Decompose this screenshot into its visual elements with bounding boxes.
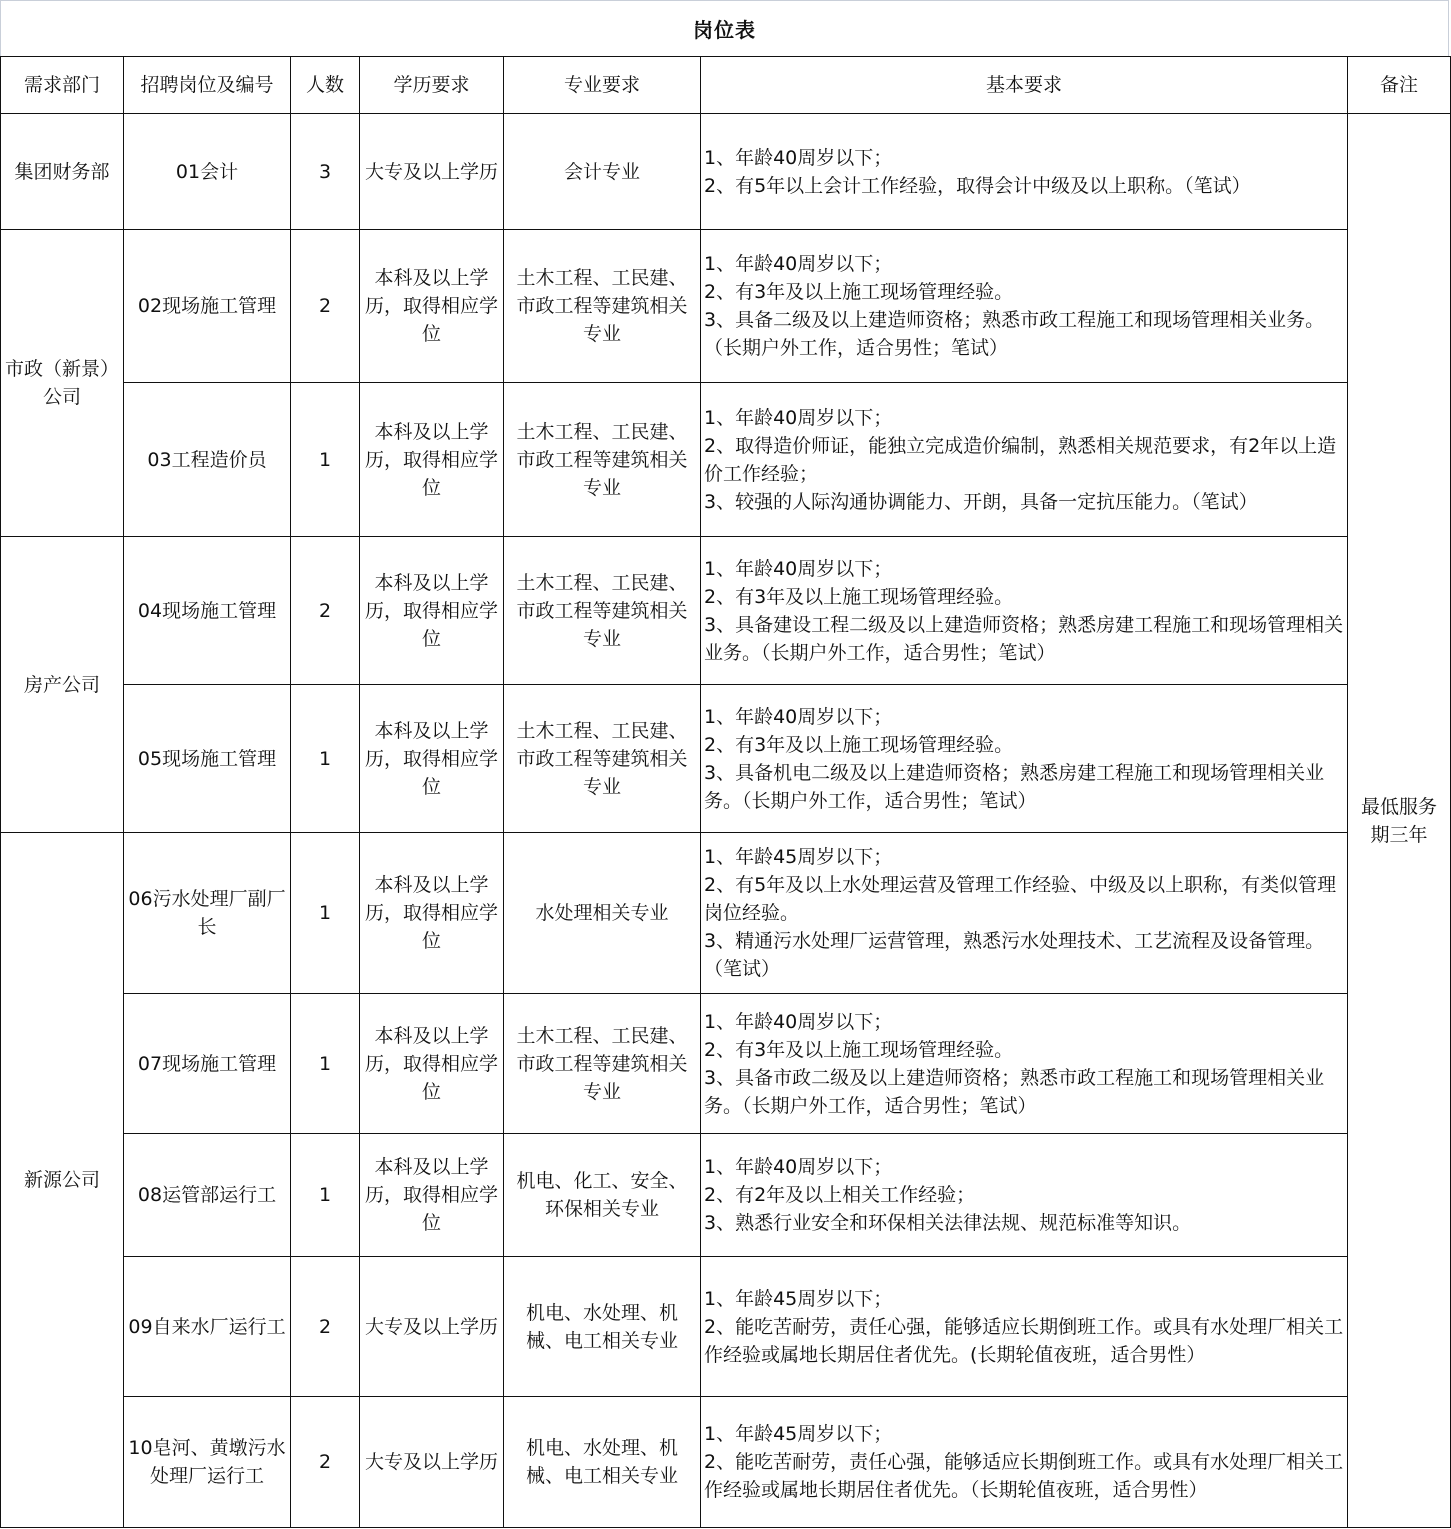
- count-cell: 1: [291, 1134, 360, 1257]
- table-row: [1, 685, 1451, 833]
- count-cell: 3: [291, 114, 360, 230]
- major-cell: 机电、水处理、机械、电工相关专业: [504, 1257, 701, 1397]
- table-row: [1, 537, 1451, 685]
- requirement-line: 1、年龄40周岁以下；: [704, 146, 893, 169]
- requirements-cell: [701, 114, 1348, 230]
- position-cell: 03工程造价员: [124, 383, 291, 537]
- education-cell: 本科及以上学历，取得相应学位: [360, 1134, 504, 1257]
- requirement-line: 2、取得造价师证，能独立完成造价编制，熟悉相关规范要求，有2年以上造价工作经验；: [704, 434, 1337, 485]
- major-cell: 土木工程、工民建、市政工程等建筑相关专业: [504, 230, 701, 383]
- requirements-cell: [701, 230, 1348, 383]
- header-position: 招聘岗位及编号: [124, 57, 291, 114]
- count-cell: 2: [291, 537, 360, 685]
- major-cell: 土木工程、工民建、市政工程等建筑相关专业: [504, 383, 701, 537]
- count-cell: 2: [291, 230, 360, 383]
- education-cell: 本科及以上学历，取得相应学位: [360, 833, 504, 994]
- table-row: [1, 1257, 1451, 1397]
- position-cell: 10皂河、黄墩污水处理厂运行工: [124, 1397, 291, 1528]
- position-cell: 06污水处理厂副厂长: [124, 833, 291, 994]
- requirements-cell: [701, 1257, 1348, 1397]
- requirement-line: 1、年龄40周岁以下；: [704, 557, 893, 580]
- major-cell: 土木工程、工民建、市政工程等建筑相关专业: [504, 685, 701, 833]
- requirement-line: 1、年龄45周岁以下；: [704, 1423, 893, 1445]
- sheet-title: 岗位表: [0, 0, 1449, 56]
- requirements-cell: [701, 994, 1348, 1134]
- requirement-line: 2、有3年及以上施工现场管理经验。: [704, 585, 1014, 608]
- requirement-line: 2、有2年及以上相关工作经验；: [704, 1184, 976, 1206]
- requirements-cell: [701, 1134, 1348, 1257]
- education-cell: 大专及以上学历: [360, 114, 504, 230]
- header-row: [1, 57, 1451, 114]
- requirement-line: 2、能吃苦耐劳，责任心强，能够适应长期倒班工作。或具有水处理厂相关工作经验或属地长期居住者优先。（长期轮值夜班，适合男性）: [704, 1451, 1344, 1501]
- header-requirements: 基本要求: [701, 57, 1348, 114]
- major-cell: 水处理相关专业: [504, 833, 701, 994]
- requirements-cell: [701, 537, 1348, 685]
- requirement-line: 3、具备机电二级及以上建造师资格；熟悉房建工程施工和现场管理相关业务。（长期户外工作，适合男性；笔试）: [704, 761, 1325, 812]
- count-cell: 2: [291, 1397, 360, 1528]
- major-cell: 会计专业: [504, 114, 701, 230]
- requirement-line: 1、年龄45周岁以下；: [704, 846, 893, 868]
- count-cell: 1: [291, 685, 360, 833]
- position-cell: 07现场施工管理: [124, 994, 291, 1134]
- major-cell: 土木工程、工民建、市政工程等建筑相关专业: [504, 994, 701, 1134]
- requirements-cell: [701, 383, 1348, 537]
- requirement-line: 2、有5年及以上水处理运营及管理工作经验、中级及以上职称，有类似管理岗位经验。: [704, 874, 1337, 924]
- requirement-line: 1、年龄40周岁以下；: [704, 1010, 893, 1033]
- position-cell: 08运管部运行工: [124, 1134, 291, 1257]
- position-cell: 09自来水厂运行工: [124, 1257, 291, 1397]
- position-cell: 05现场施工管理: [124, 685, 291, 833]
- position-cell: 02现场施工管理: [124, 230, 291, 383]
- requirement-line: 1、年龄40周岁以下；: [704, 406, 893, 429]
- requirement-line: 2、有3年及以上施工现场管理经验。: [704, 733, 1014, 756]
- requirement-line: 2、有3年及以上施工现场管理经验。: [704, 1038, 1014, 1061]
- remarks-cell: 最低服务期三年: [1348, 114, 1451, 1528]
- requirement-line: 3、较强的人际沟通协调能力、开朗，具备一定抗压能力。（笔试）: [704, 490, 1258, 513]
- requirements-cell: [701, 1397, 1348, 1528]
- education-cell: 本科及以上学历，取得相应学位: [360, 994, 504, 1134]
- requirement-line: 2、能吃苦耐劳，责任心强，能够适应长期倒班工作。或具有水处理厂相关工作经验或属地长期居住者优先。(长期轮值夜班，适合男性）: [704, 1315, 1344, 1366]
- header-remarks: 备注: [1348, 57, 1451, 114]
- table-row: [1, 994, 1451, 1134]
- requirement-line: 3、熟悉行业安全和环保相关法律法规、规范标准等知识。: [704, 1212, 1192, 1234]
- requirement-line: 3、精通污水处理厂运营管理，熟悉污水处理技术、工艺流程及设备管理。（笔试）: [704, 930, 1325, 980]
- education-cell: 大专及以上学历: [360, 1397, 504, 1528]
- requirement-line: 1、年龄45周岁以下；: [704, 1287, 893, 1310]
- education-cell: 本科及以上学历，取得相应学位: [360, 230, 504, 383]
- header-dept: 需求部门: [1, 57, 124, 114]
- requirement-line: 2、有5年以上会计工作经验，取得会计中级及以上职称。（笔试）: [704, 174, 1251, 197]
- dept-cell: 集团财务部: [1, 114, 124, 230]
- positions-table: [0, 56, 1451, 1528]
- table-row: [1, 230, 1451, 383]
- major-cell: 机电、化工、安全、环保相关专业: [504, 1134, 701, 1257]
- requirements-cell: [701, 833, 1348, 994]
- major-cell: 土木工程、工民建、市政工程等建筑相关专业: [504, 537, 701, 685]
- requirement-line: 1、年龄40周岁以下；: [704, 1156, 893, 1178]
- table-row: [1, 383, 1451, 537]
- requirements-cell: [701, 685, 1348, 833]
- requirement-line: 2、有3年及以上施工现场管理经验。: [704, 281, 1014, 303]
- table-row: [1, 114, 1451, 230]
- table-row: [1, 1134, 1451, 1257]
- count-cell: 1: [291, 383, 360, 537]
- table-row: [1, 1397, 1451, 1528]
- education-cell: 本科及以上学历，取得相应学位: [360, 537, 504, 685]
- header-major: 专业要求: [504, 57, 701, 114]
- education-cell: 本科及以上学历，取得相应学位: [360, 383, 504, 537]
- header-count: 人数: [291, 57, 360, 114]
- requirement-line: 1、年龄40周岁以下；: [704, 705, 893, 728]
- count-cell: 1: [291, 994, 360, 1134]
- requirement-line: 3、具备建设工程二级及以上建造师资格；熟悉房建工程施工和现场管理相关业务。（长期户外工作，适合男性；笔试）: [704, 613, 1344, 664]
- requirement-line: 3、具备二级及以上建造师资格；熟悉市政工程施工和现场管理相关业务。（长期户外工作，适合男性；笔试）: [704, 309, 1325, 359]
- dept-cell: 市政（新景）公司: [1, 230, 124, 537]
- header-education: 学历要求: [360, 57, 504, 114]
- position-cell: 01会计: [124, 114, 291, 230]
- count-cell: 2: [291, 1257, 360, 1397]
- count-cell: 1: [291, 833, 360, 994]
- position-cell: 04现场施工管理: [124, 537, 291, 685]
- dept-cell: 新源公司: [1, 833, 124, 1528]
- major-cell: 机电、水处理、机械、电工相关专业: [504, 1397, 701, 1528]
- table-row: [1, 833, 1451, 994]
- dept-cell: 房产公司: [1, 537, 124, 833]
- requirement-line: 3、具备市政二级及以上建造师资格；熟悉市政工程施工和现场管理相关业务。（长期户外工作，适合男性；笔试）: [704, 1066, 1325, 1117]
- education-cell: 大专及以上学历: [360, 1257, 504, 1397]
- education-cell: 本科及以上学历，取得相应学位: [360, 685, 504, 833]
- requirement-line: 1、年龄40周岁以下；: [704, 253, 893, 275]
